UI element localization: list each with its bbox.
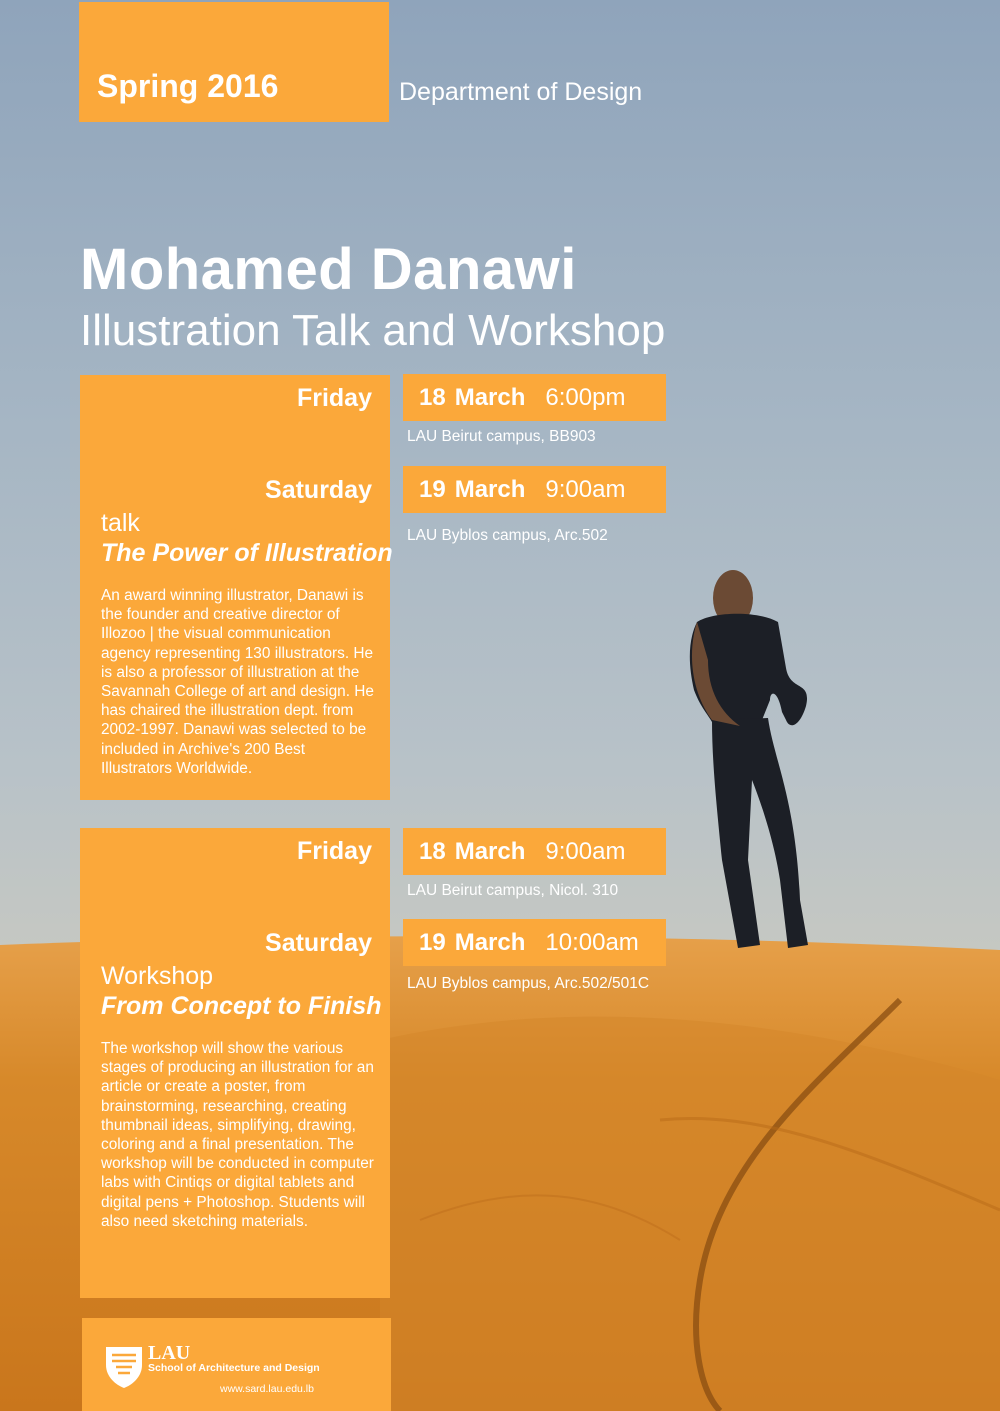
date-day: 18 — [419, 837, 446, 865]
date-time: 10:00am — [545, 928, 639, 956]
date-day: 19 — [419, 475, 446, 503]
workshop-title: From Concept to Finish — [101, 992, 382, 1020]
department-label: Department of Design — [399, 78, 643, 106]
workshop-kind: Workshop — [101, 962, 214, 990]
season-label: Spring 2016 — [97, 68, 279, 104]
speaker-name: Mohamed Danawi — [80, 237, 577, 302]
website-link[interactable]: www.sard.lau.edu.lb — [220, 1383, 314, 1395]
talk-description: An award winning illustrator, Danawi is the founder and creative director of Illozoo | the visual communication agency representing 130 illustrators. He is also a professor of illustration at the Savannah College of art and design. He has chaired the illustration dept. from 2002-1997. Danawi was selected to be included in Archive's 200 Best Illustrators Worldwide. — [101, 587, 374, 777]
talk-session-2-date — [403, 466, 666, 513]
date-month: March — [454, 837, 526, 865]
workshop-session-1-date — [403, 828, 666, 875]
workshop-day-2: Saturday — [265, 929, 372, 957]
date-month: March — [454, 475, 526, 503]
talk-day-1: Friday — [296, 384, 372, 412]
workshop-session-2-location: LAU Byblos campus, Arc.502/501C — [407, 975, 650, 992]
talk-title: The Power of Illustration — [101, 539, 393, 567]
date-month: March — [454, 383, 526, 411]
date-time: 9:00am — [545, 837, 626, 865]
workshop-session-1-location: LAU Beirut campus, Nicol. 310 — [407, 882, 619, 899]
date-month: March — [454, 928, 526, 956]
workshop-day-1: Friday — [296, 837, 372, 865]
date-time: 9:00am — [545, 475, 626, 503]
date-day: 18 — [419, 383, 446, 411]
person-figure — [690, 570, 808, 948]
event-subtitle: Illustration Talk and Workshop — [80, 306, 666, 355]
workshop-session-2-date — [403, 919, 666, 966]
talk-kind: talk — [101, 509, 140, 537]
talk-day-2: Saturday — [265, 476, 372, 504]
workshop-description: The workshop will show the various stages of producing an illustration for an article or create a poster, from brainstorming, researching, creating thumbnail ideas, simplifying, drawing, coloring and a final presentation. The workshop will be conducted in computer labs with Cintiqs or digital tablets and digital pens + Photoshop. Students will also need sketching materials. — [101, 1040, 374, 1230]
talk-session-1-location: LAU Beirut campus, BB903 — [407, 428, 596, 445]
lau-shield-icon — [104, 1343, 144, 1389]
school-name: School of Architecture and Design — [148, 1362, 320, 1374]
talk-session-1-date — [403, 374, 666, 421]
lau-logo-text: LAU — [148, 1342, 191, 1364]
date-time: 6:00pm — [545, 383, 626, 411]
date-day: 19 — [419, 928, 446, 956]
talk-session-2-location: LAU Byblos campus, Arc.502 — [407, 527, 608, 544]
